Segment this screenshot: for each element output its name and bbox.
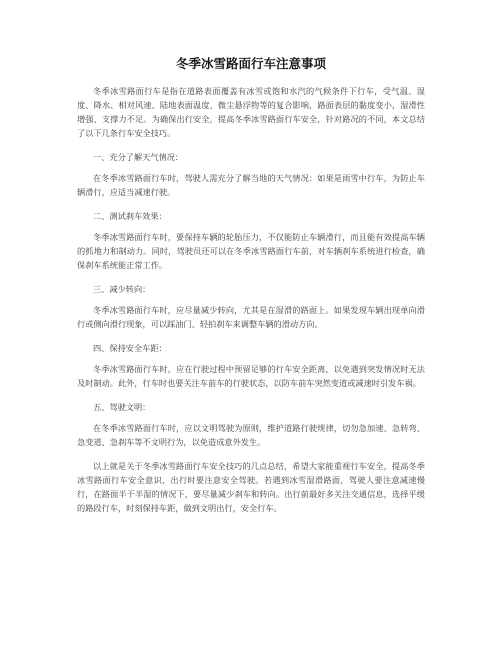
section-body-weather: 在冬季冰雪路面行车时，驾驶人需充分了解当地的天气情况：如果是雨雪中行车，为防止车辆滑行，应适当减速行驶。: [77, 173, 425, 197]
document-body: [77, 84, 425, 515]
section-body-brakes: 冬季冰雪路面行车时，要保持车辆的轮胎压力，不仅能防止车辆滑行，而且能有效提高车辆的抓地力和制动力。同时，驾驶员还可以在冬季冰雪路面行车前，对车辆刹车系统进行检查，确保刹车系统能正常工作。: [77, 232, 425, 270]
section-body-distance: 冬季冰雪路面行车时，应在行驶过程中预留足够的行车安全距离，以免遇到突发情况时无法及时制动。此外，行车时也要关注车前车的行驶状态，以防车前车突然变道或减速时引发车祸。: [77, 364, 425, 388]
section-heading-brakes: 二、测试刹车效果：: [93, 211, 167, 221]
section-body-steering: 冬季冰雪路面行车时，应尽量减少转向，尤其是在湿滑的路面上。如果发现车辆出现单向滑行或侧向滑行现象，可以踩油门、轻拍刹车来调整车辆的滑动方向。: [77, 305, 425, 329]
section-heading-civility: 五、驾驶文明：: [93, 402, 151, 412]
section-heading-distance: 四、保持安全车距：: [93, 343, 167, 353]
document-title: 冬季冰雪路面行车注意事项: [175, 56, 326, 71]
section-body-civility: 在冬季冰雪路面行车时，应以文明驾驶为原则，维护道路行驶规律，切勿急加速、急转弯、急变道、急刹车等不文明行为，以免造成意外发生。: [77, 423, 425, 447]
conclusion-paragraph: 以上就是关于冬季冰雪路面行车安全技巧的几点总结，希望大家能重视行车安全，提高冬季冰雪路面行车安全意识，出行时要注意安全驾驶。若遇到冰雪湿滑路面，驾驶人要注意减速慢行，在路面半干半湿的情况下，要尽量减少刹车和转向。出行前最好多关注交通信息，选择平缓的路段行车，时刻保持车距，做到文明出行，安全行车。: [77, 461, 425, 513]
intro-paragraph: 冬季冰雪路面行车是指在道路表面覆盖有冰雪或饱和水汽的气候条件下行车，受气温、湿度、降水、相对风速、陆地表面温度、微尘悬浮物等的复合影响，路面表层的黏度变小，湿滑性增强、支撑力不足。为确保出行安全，提高冬季冰雪路面行车安全，针对路况的不同，本文总结了以下几条行车安全技巧。: [77, 86, 425, 138]
section-heading-steering: 三、减少转向：: [93, 284, 151, 294]
section-heading-weather: 一、充分了解天气情况：: [93, 152, 184, 162]
